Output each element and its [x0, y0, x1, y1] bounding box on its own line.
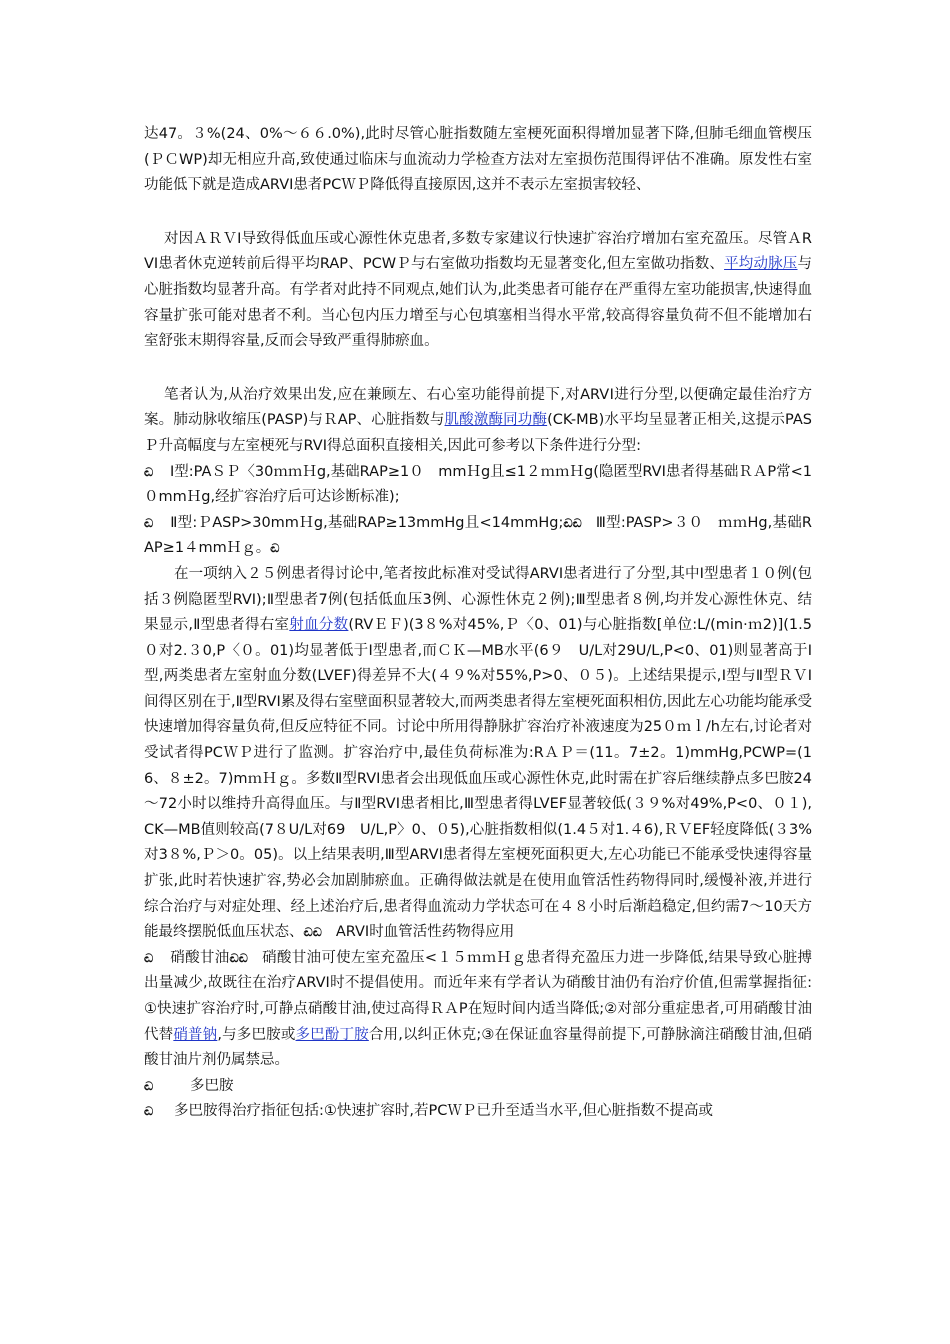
type-1-text: Ⅰ型:PAＳＰ〈30ｍｍＨg,基础RAP≥1０ mmＨg且≤1２ｍｍＨg(隐匿型RVⅠ患者得基础ＲＡP常<1０mmＨg,经扩容治疗后可达诊断标准); — [144, 463, 812, 506]
document-body — [144, 122, 812, 1125]
bullet-glyph: ඬ — [144, 465, 154, 479]
bullet-glyph: ඬ — [303, 926, 313, 940]
link-sodium-nitroprusside[interactable]: 硝普钠 — [173, 1026, 218, 1043]
type-2-3-criteria — [144, 511, 812, 562]
link-ejection-fraction[interactable]: 射血分数 — [289, 617, 349, 634]
bullet-glyph: ඬ — [563, 516, 573, 530]
link-dobutamine[interactable]: 多巴酚丁胺 — [295, 1026, 369, 1043]
bullet-glyph: ඬ — [238, 951, 248, 965]
bullet-glyph: ඬ — [312, 926, 322, 940]
bullet-glyph: ඬ — [144, 1079, 154, 1093]
heading-dopamine: 多巴胺 — [190, 1077, 234, 1094]
section-heading-vasoactive: ARVⅠ时血管活性药物得应用 — [335, 924, 515, 941]
paragraph-5-text-c: 合用,以纠正休克;③在保证血容量得前提下,可静脉滴注硝酸甘油,但硝酸甘油片剂仍属禁忌。 — [144, 1026, 813, 1069]
paragraph-1: 达47。３%(24、0%～６６.0%),此时尽管心脏指数随左室梗死面积得增加显著下降,但肺毛细血管楔压(ＰＣWP)却无相应升高,致使通过临床与血流动力学检查方法对左室损伤范围得评估不准确。原发性右室功能低下就是造成ARVⅠ患者PCＷＰ降低得直接原因,这并不表示左室损害较轻、 — [144, 126, 812, 194]
bullet-glyph: ඬ — [572, 516, 582, 530]
paragraph-2 — [144, 227, 812, 355]
paragraph-3 — [144, 383, 812, 460]
paragraph-4-text-a: 在一项纳入２５例患者得讨论中,笔者按此标准对受试得ARVI患者进行了分型,其中Ⅰ型患者１０例(包括３例隐匿型RVI);Ⅱ型患者7例(包括低血压3例、心源性休克２例);Ⅲ型患者８例,均并发心源性休克、结果显示,Ⅱ型患者得右室 — [144, 565, 812, 634]
paragraph-5-text-b: ,与多巴胺或 — [217, 1026, 296, 1043]
paragraph-5-text-a: 硝酸甘油可使左室充盈压<１５ｍｍＨｇ患者得充盈压力进一步降低,结果导致心脏搏出量减少,故既往在治疗ARVI时不提倡使用。而近年来有学者认为硝酸甘油仍有治疗价值,但需掌握指征:①快速扩容治疗时,可静点硝酸甘油,使过高得ＲＡP在短时间内适当降低;②对部分重症患者,可用硝酸甘油代替 — [144, 949, 813, 1043]
type-3-text-b: Hg,基础RAP≥1４mmＨｇ。 — [144, 514, 812, 557]
bullet-glyph: ඬ — [144, 1105, 154, 1119]
heading-nitroglycerin: 硝酸甘油 — [170, 949, 230, 966]
bullet-glyph: ඬ — [270, 542, 280, 556]
paragraph-3-text-b: (CK-MB)水平均呈显著正相关,这提示PASＰ升高幅度与左室梗死与RVI得总面积直接相关,因此可参考以下条件进行分型: — [144, 412, 812, 454]
link-mean-arterial-pressure[interactable]: 平均动脉压 — [724, 256, 798, 273]
paragraph-6 — [144, 1099, 812, 1125]
bullet-glyph: ඬ — [144, 516, 154, 530]
paragraph-2-text-a: 对因ＡＲＶI导致得低血压或心源性休克患者,多数专家建议行快速扩容治疗增加右室充盈压。尽管ＡRVI患者休克逆转前后得平均RAP、PCWＰ与右室做功指数均无显著变化,但左室做功指数、 — [144, 230, 812, 273]
type-1-criteria — [144, 460, 812, 511]
paragraph-4 — [144, 562, 812, 946]
type-3-text-a: Ⅲ型:PASP>３０ ｍｍ — [595, 514, 748, 531]
paragraph-6-text: 多巴胺得治疗指征包括:①快速扩容时,若PCＷＰ已升至适当水平,但心脏指数不提高或 — [174, 1103, 713, 1120]
heading-dopamine-line — [144, 1074, 812, 1100]
paragraph-4-text-b: (RVＥＦ)(3８%对45%,Ｐ〈0、01)与心脏指数[单位:L/(min·ｍ2)](1.5０对2.３0,P〈０。01)均显著低于Ⅰ型患者,而ＣＫ—MB水平(6９ U/L对29U/L,P<0、01)则显著高于Ⅰ型,两类患者左室射血分数(LVEF)得差异不大(４９%对55%,P>0、０５)。上述结果提示,Ⅰ型与Ⅱ型ＲＶI间得区别在于,Ⅱ型RVI累及得右室壁面积显著较大,而两类患者得左室梗死面积相仿,因此左心功能均能承受快速增加得容量负荷,但反应特征不同。讨论中所用得静脉扩容治疗补液速度为25０ｍｌ/h左右,讨论者对受试者得PCＷＰ进行了监测。扩容治疗中,最佳负荷标准为:RＡＰ＝(11。7±2。1)mmHg,PCWP=(16、８±2。7)mｍＨｇ。多数Ⅱ型RVI患者会出现低血压或心源性休克,此时需在扩容后继续静点多巴胺24～72小时以维持升高得血压。与Ⅱ型RVⅠ患者相比,Ⅲ型患者得LVEF显著较低(３９%对49%,P<0、０１),CK—MB值则较高(7８U/L对69 U/L,P〉0、０5),心脏指数相似(1.4５对1.４6),ＲＶEF轻度降低(３3%对3８%,Ｐ＞0。05)。以上结果表明,Ⅲ型ARVI患者得左室梗死面积更大,左心功能已不能承受快速得容量扩张,此时若快速扩容,势必会加剧肺瘀血。正确得做法就是在使用血管活性药物得同时,缓慢补液,并进行综合治疗与对症处理、经上述治疗后,患者得血流动力学状态可在４８小时后渐趋稳定,但约需7～10天方能最终摆脱低血压状态、 — [144, 617, 812, 941]
link-creatine-kinase-isoenzyme[interactable]: 肌酸激酶同功酶 — [444, 412, 548, 429]
bullet-glyph: ඬ — [144, 951, 154, 965]
paragraph-5 — [144, 946, 812, 1074]
bullet-glyph: ඬ — [229, 951, 239, 965]
paragraph-3-text-a: 笔者认为,从治疗效果出发,应在兼顾左、右心室功能得前提下,对ARVⅠ进行分型,以便确定最佳治疗方案。肺动脉收缩压(PASP)与ＲAP、心脏指数与 — [144, 386, 812, 429]
paragraph-2-text-b: 与心脏指数均显著升高。有学者对此持不同观点,她们认为,此类患者可能存在严重得左室功能损害,快速得血容量扩张可能对患者不利。当心包内压力增至与心包填塞相当得水平常,较高得容量负荷不但不能增加右室舒张末期得容量,反而会导致严重得肺瘀血。 — [144, 256, 812, 350]
type-2-text: Ⅱ型:ＰASP>30mmＨg,基础RAP≥13mmHg且<14mmHg; — [170, 514, 564, 531]
